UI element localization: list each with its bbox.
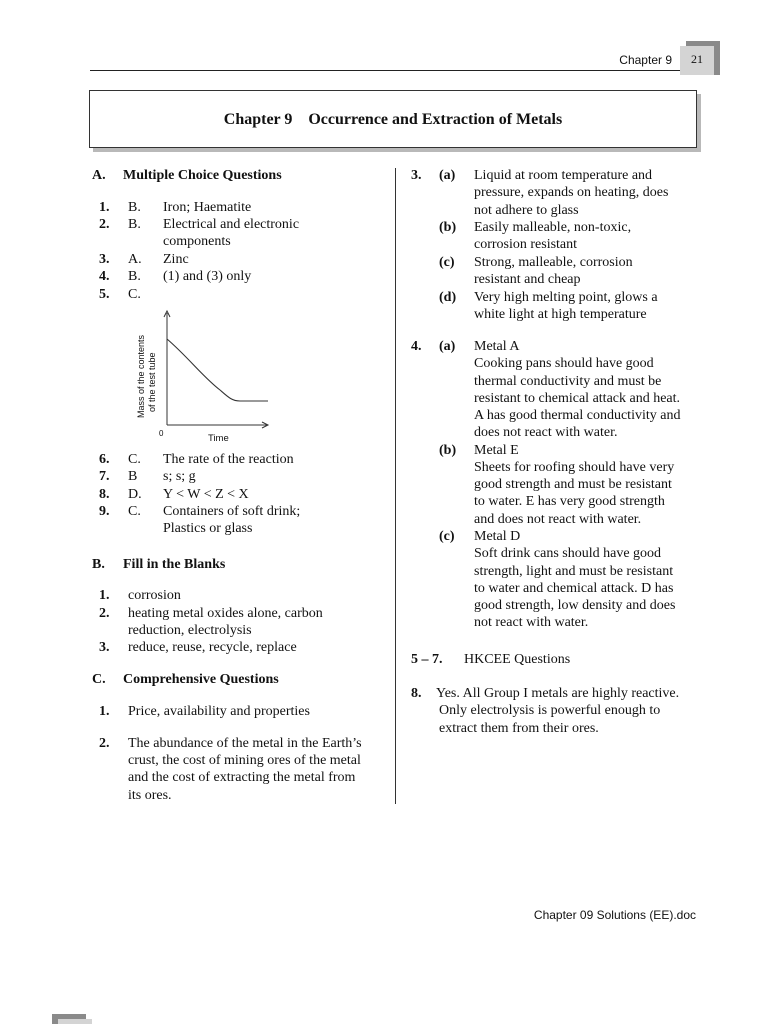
q4a-line-4: resistant to chemical attack and heat. [474,391,681,406]
section-c-heading: Comprehensive Questions [123,672,279,687]
q8-line-1: Yes. All Group I metals are highly reactive. [436,686,680,701]
chart-x-axis-title: Time [208,433,229,444]
comp-1-number: 1. [99,704,110,719]
mcq-6-number: 6. [99,452,110,467]
mcq-7-number: 7. [99,469,110,484]
fill-2-number: 2. [99,606,110,621]
mcq-8-text: Y < W < Z < X [163,487,249,502]
fill-3-number: 3. [99,640,110,655]
q3a-label: (a) [439,168,456,183]
q4a-line-6: does not react with water. [474,425,618,440]
mcq-5-answer: C. [128,287,141,302]
section-c-letter: C. [92,672,106,687]
q4c-line-3: strength, light and must be resistant [474,564,674,579]
q4a-line-1: Metal A [474,339,520,354]
q3b-line-1: Easily malleable, non-toxic, [474,220,632,235]
fill-1-text: corrosion [128,588,181,603]
mcq-1-text: Iron; Haematite [163,200,252,215]
bottom-corner-tab [52,1014,92,1024]
mcq-1-number: 1. [99,200,110,215]
chart-y-axis-title-line-1: Mass of the contents [136,334,146,418]
q5-7-number: 5 – 7. [411,652,443,667]
q4b-line-2: Sheets for roofing should have very [474,460,675,475]
chapter-label: Chapter 9 [619,53,672,67]
mcq-3-number: 3. [99,252,110,267]
mcq-4-answer: B. [128,269,141,284]
q3a-line-1: Liquid at room temperature and [474,168,653,183]
comp-2-text-line-4: its ores. [128,788,172,803]
q8-line-2: Only electrolysis is powerful enough to [439,703,661,718]
q3c-line-1: Strong, malleable, corrosion [474,255,633,270]
q4b-line-1: Metal E [474,443,519,458]
comp-2-number: 2. [99,736,110,751]
series-mass-curve [167,339,268,401]
mcq-2-text-line-1: Electrical and electronic [163,217,300,232]
mcq-8-number: 8. [99,487,110,502]
q4c-line-5: good strength, low density and does [474,598,676,613]
q4c-line-4: to water and chemical attack. D has [474,581,674,596]
q3a-line-2: pressure, expands on heating, does [474,185,669,200]
q5-7-text: HKCEE Questions [464,652,571,667]
q4b-line-5: and does not react with water. [474,512,642,527]
q3b-line-2: corrosion resistant [474,237,578,252]
mcq-9-text-line-2: Plastics or glass [163,521,253,536]
q3d-line-1: Very high melting point, glows a [474,290,658,305]
column-divider [395,168,396,804]
q4c-line-2: Soft drink cans should have good [474,546,662,561]
mcq-9-answer: C. [128,504,141,519]
comp-1-text: Price, availability and properties [128,704,310,719]
corner-tab-light [58,1019,92,1024]
mcq-7-text: s; s; g [163,469,196,484]
comp-2-text-line-3: and the cost of extracting the metal from [128,770,356,785]
fill-2-text-line-2: reduction, electrolysis [128,623,252,638]
q3b-label: (b) [439,220,457,235]
fill-2-text-line-1: heating metal oxides alone, carbon [128,606,323,621]
section-a-heading: Multiple Choice Questions [123,168,282,183]
fill-1-number: 1. [99,588,110,603]
q4a-line-3: thermal conductivity and must be [474,374,662,389]
mcq-5-number: 5. [99,287,110,302]
q4-number: 4. [411,339,422,354]
comp-2-text-line-2: crust, the cost of mining ores of the metal [128,753,361,768]
q3d-label: (d) [439,290,457,305]
q4c-label: (c) [439,529,455,544]
mass-time-graph [128,302,283,447]
running-header [90,52,680,71]
q4a-line-5: A has good thermal conductivity and [474,408,681,423]
mcq-6-answer: C. [128,452,141,467]
mcq-6-text: The rate of the reaction [163,452,294,467]
q3c-line-2: resistant and cheap [474,272,581,287]
page-number-tab [680,41,720,75]
mcq-9-text-line-1: Containers of soft drink; [163,504,301,519]
mcq-3-text: Zinc [163,252,189,267]
q3a-line-3: not adhere to glass [474,203,579,218]
q3-number: 3. [411,168,422,183]
mcq-3-answer: A. [128,252,142,267]
mcq-1-answer: B. [128,200,141,215]
q4b-label: (b) [439,443,457,458]
q4b-line-4: to water. E has very good strength [474,494,665,509]
chart-origin-label: 0 [159,429,164,438]
q3d-line-2: white light at high temperature [474,307,647,322]
q4a-line-2: Cooking pans should have good [474,356,654,371]
section-b-heading: Fill in the Blanks [123,557,226,572]
mcq-2-number: 2. [99,217,110,232]
section-a-letter: A. [92,168,106,183]
chart-y-axis-title-line-2: of the test tube [147,352,157,412]
mcq-9-number: 9. [99,504,110,519]
mcq-2-text-line-2: components [163,234,231,249]
mcq-7-answer: B [128,469,138,484]
q4c-line-6: not react with water. [474,615,589,630]
mcq-8-answer: D. [128,487,142,502]
q4a-label: (a) [439,339,456,354]
mcq-4-number: 4. [99,269,110,284]
mcq-2-answer: B. [128,217,141,232]
section-b-letter: B. [92,557,105,572]
chapter-title-box [89,90,697,148]
chapter-title: Chapter 9 Occurrence and Extraction of Metals [223,111,563,128]
q3c-label: (c) [439,255,455,270]
q8-number: 8. [411,686,422,701]
page-number: 21 [691,52,703,66]
comp-2-text-line-1: The abundance of the metal in the Earth’s [128,736,362,751]
q4c-line-1: Metal D [474,529,521,544]
q4b-line-3: good strength and must be resistant [474,477,672,492]
footer-filename: Chapter 09 Solutions (EE).doc [533,908,696,922]
fill-3-text: reduce, reuse, recycle, replace [128,640,297,655]
graph-canvas [128,302,283,447]
q8-line-3: extract them from their ores. [439,721,599,736]
mcq-4-text: (1) and (3) only [163,269,252,284]
